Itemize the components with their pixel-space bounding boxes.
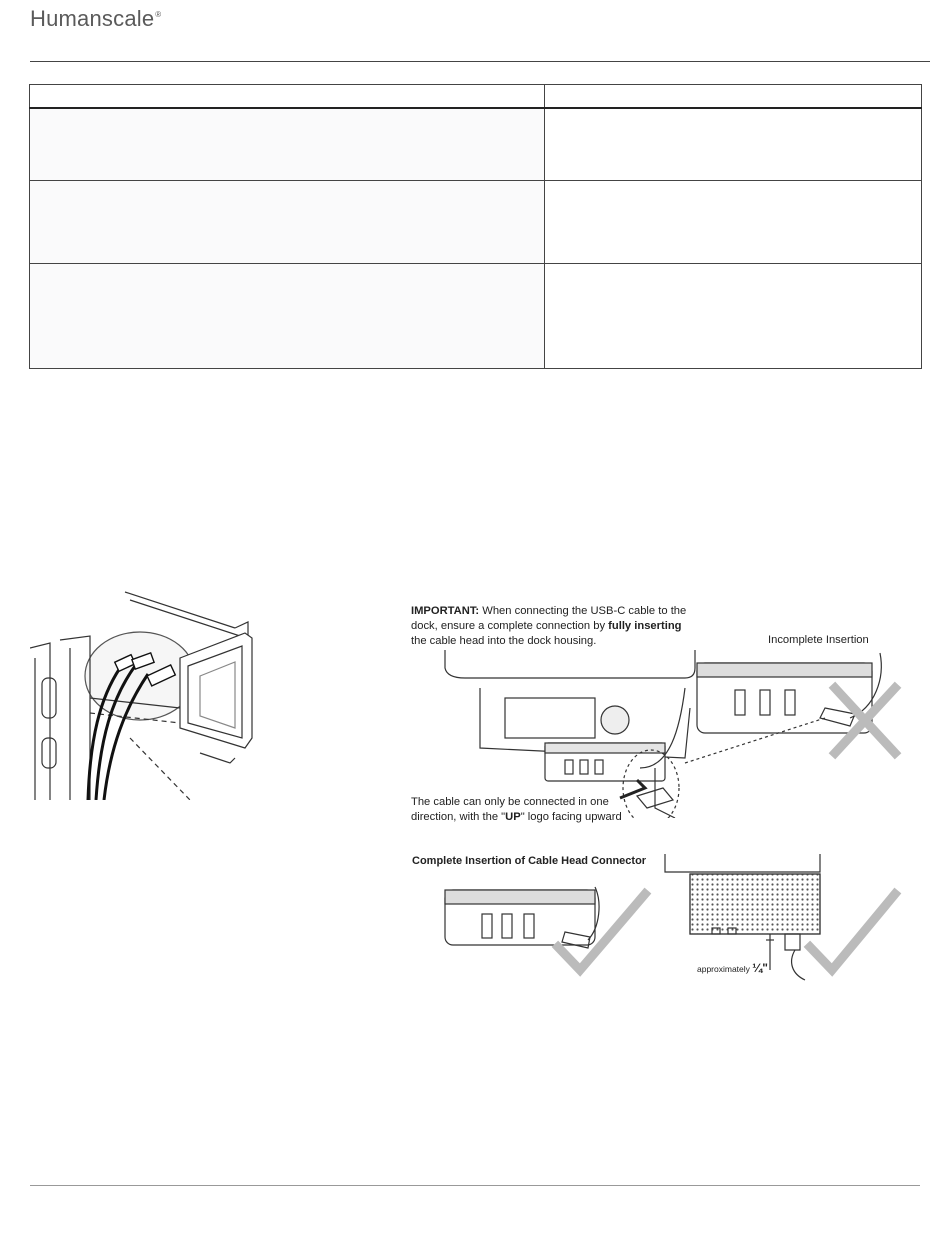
direction-note-1: The cable can only be connected in one xyxy=(411,796,609,808)
cable-routing-illustration xyxy=(30,588,265,800)
table-cell xyxy=(545,264,922,369)
important-label: IMPORTANT: xyxy=(411,605,480,617)
important-text-3: the cable head into the dock housing. xyxy=(411,635,597,647)
table-cell xyxy=(545,108,922,181)
complete-insertion-text: Complete Insertion of Cable Head Connector xyxy=(412,855,647,867)
approx-value: ¼" xyxy=(752,961,768,975)
table-header-row xyxy=(30,85,922,109)
table-cell xyxy=(30,108,545,181)
important-bold: fully inserting xyxy=(608,620,682,632)
table-cell xyxy=(545,181,922,264)
approx-measurement xyxy=(697,961,768,977)
table-header-cell xyxy=(545,85,922,109)
direction-note-2a: direction, with the " xyxy=(411,811,506,823)
spec-table xyxy=(29,84,922,369)
table-row xyxy=(30,264,922,369)
registered-mark: ® xyxy=(155,10,162,19)
complete-insertion-illustration xyxy=(440,852,920,982)
header-rule xyxy=(30,61,930,62)
dock-connection-illustration xyxy=(405,648,920,818)
incomplete-insertion-label: Incomplete Insertion xyxy=(768,634,869,646)
approx-label: approximately xyxy=(697,964,750,974)
footer-rule xyxy=(30,1185,920,1186)
table-cell xyxy=(30,264,545,369)
direction-note xyxy=(411,795,711,825)
direction-note-up: UP xyxy=(505,811,521,823)
brand-logo xyxy=(30,6,160,32)
important-text-1: When connecting the USB-C cable to the xyxy=(479,605,687,617)
important-note xyxy=(411,604,711,649)
table-header-cell xyxy=(30,85,545,109)
table-row xyxy=(30,108,922,181)
table-cell xyxy=(30,181,545,264)
important-text-2: dock, ensure a complete connection by xyxy=(411,620,609,632)
table-row xyxy=(30,181,922,264)
brand-name: Humanscale xyxy=(30,6,155,31)
direction-note-2b: " logo facing upward xyxy=(520,811,622,823)
